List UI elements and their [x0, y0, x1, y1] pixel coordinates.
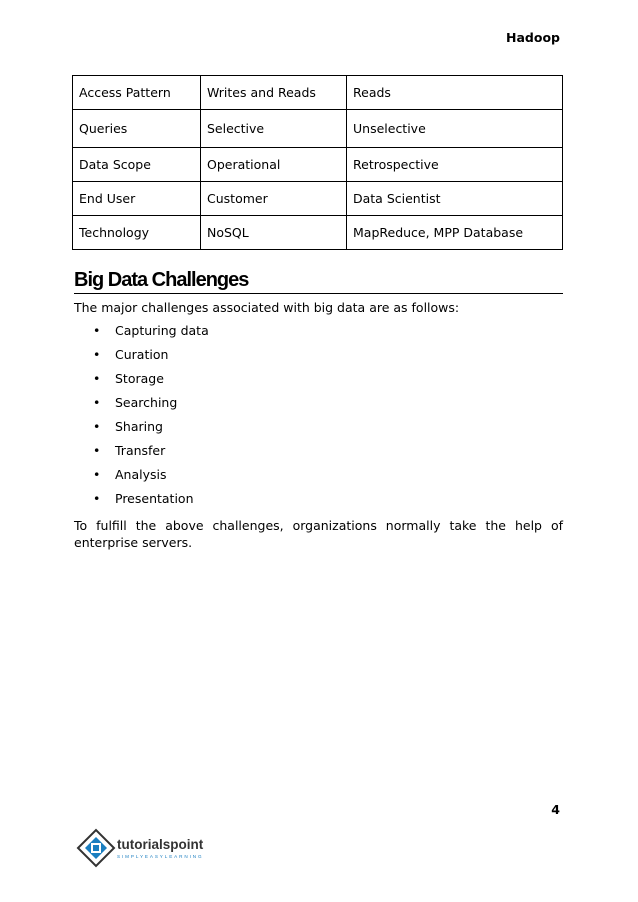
list-item-text: Analysis	[115, 467, 167, 482]
table-cell: Retrospective	[347, 148, 563, 182]
tutorialspoint-logo	[76, 822, 226, 872]
bullet-icon: •	[93, 491, 101, 506]
table-row	[73, 216, 563, 250]
intro-paragraph: The major challenges associated with big data are as follows:	[74, 300, 460, 315]
table-row	[73, 182, 563, 216]
table-row	[73, 148, 563, 182]
bullet-icon: •	[93, 323, 101, 338]
list-item-text: Searching	[115, 395, 178, 410]
table-cell: MapReduce, MPP Database	[347, 216, 563, 250]
bullet-icon: •	[93, 371, 101, 386]
challenges-list	[93, 322, 209, 514]
section-heading: Big Data Challenges	[74, 268, 563, 294]
list-item	[93, 394, 209, 418]
comparison-table	[72, 75, 563, 250]
table-row	[73, 110, 563, 148]
table-cell: Selective	[201, 110, 347, 148]
list-item-text: Storage	[115, 371, 164, 386]
bullet-icon: •	[93, 419, 101, 434]
page-number: 4	[551, 802, 560, 817]
list-item	[93, 442, 209, 466]
table-cell: Operational	[201, 148, 347, 182]
logo-wordmark	[117, 837, 204, 852]
list-item	[93, 370, 209, 394]
list-item	[93, 490, 209, 514]
bullet-icon: •	[93, 347, 101, 362]
table-cell: Customer	[201, 182, 347, 216]
logo-emblem-icon	[78, 830, 114, 866]
bullet-icon: •	[93, 395, 101, 410]
list-item-text: Presentation	[115, 491, 194, 506]
table-cell: Data Scope	[73, 148, 201, 182]
table-cell: Reads	[347, 76, 563, 110]
table-cell: Unselective	[347, 110, 563, 148]
list-item	[93, 466, 209, 490]
table-cell: Writes and Reads	[201, 76, 347, 110]
running-header: Hadoop	[506, 30, 560, 45]
logo-text: tutorialspoint	[117, 837, 204, 852]
bullet-icon: •	[93, 443, 101, 458]
bullet-icon: •	[93, 467, 101, 482]
list-item	[93, 346, 209, 370]
table-cell: Queries	[73, 110, 201, 148]
list-item	[93, 418, 209, 442]
list-item-text: Sharing	[115, 419, 163, 434]
list-item-text: Transfer	[115, 443, 166, 458]
table-row	[73, 76, 563, 110]
logo-tagline: SIMPLYEASYLEARNING	[117, 854, 204, 859]
table-cell: Access Pattern	[73, 76, 201, 110]
closing-paragraph: To fulfill the above challenges, organizations normally take the help of enterprise servers.	[74, 518, 563, 550]
list-item-text: Capturing data	[115, 323, 209, 338]
list-item-text: Curation	[115, 347, 169, 362]
list-item	[93, 322, 209, 346]
table-cell: NoSQL	[201, 216, 347, 250]
table-cell: Data Scientist	[347, 182, 563, 216]
table-cell: End User	[73, 182, 201, 216]
table-cell: Technology	[73, 216, 201, 250]
